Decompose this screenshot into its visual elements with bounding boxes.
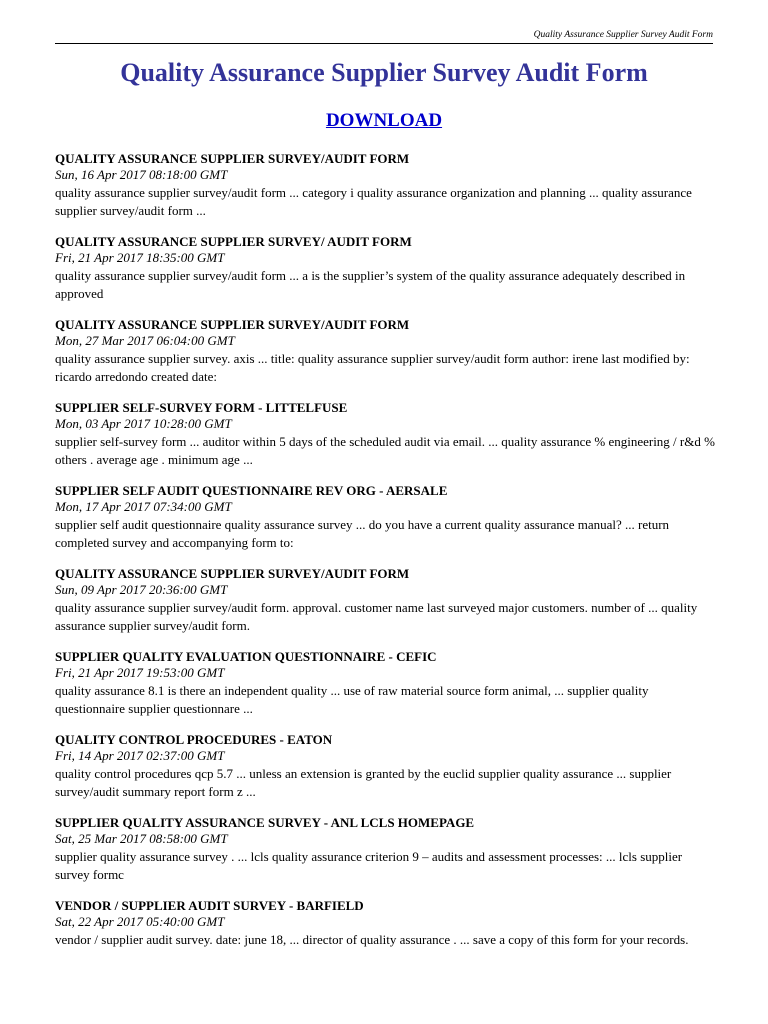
result-date: Sat, 22 Apr 2017 05:40:00 GMT	[55, 914, 225, 929]
result-title[interactable]: QUALITY ASSURANCE SUPPLIER SURVEY/AUDIT FORM	[55, 566, 410, 581]
result-title[interactable]: QUALITY ASSURANCE SUPPLIER SURVEY/ AUDIT FORM	[55, 234, 412, 249]
result-date: Fri, 21 Apr 2017 19:53:00 GMT	[55, 665, 225, 680]
result-title[interactable]: SUPPLIER SELF AUDIT QUESTIONNAIRE REV ORG - AERSALE	[55, 483, 448, 498]
result-item	[55, 399, 715, 468]
result-item	[55, 565, 715, 634]
result-snippet: supplier quality assurance survey . ... lcls quality assurance criterion 9 – audits and assessment processes: ... lcls supplier survey formc	[55, 849, 683, 882]
running-header: Quality Assurance Supplier Survey Audit Form	[533, 30, 713, 40]
result-date: Fri, 14 Apr 2017 02:37:00 GMT	[55, 748, 225, 763]
result-snippet: quality assurance supplier survey/audit form ... category i quality assurance organization and planning ... quality assurance supplier survey/audit form ...	[55, 185, 692, 218]
result-item	[55, 648, 715, 717]
download-link[interactable]: DOWNLOAD	[325, 110, 443, 131]
result-item	[55, 316, 715, 385]
result-snippet: quality assurance supplier survey/audit form ... a is the supplier’s system of the quality assurance adequately described in approved	[55, 268, 686, 301]
result-snippet: quality assurance supplier survey. axis ... title: quality assurance supplier survey/audit form author: irene last modified by: ricardo arredondo created date:	[55, 351, 690, 384]
result-snippet: vendor / supplier audit survey. date: june 18, ... director of quality assurance . ... save a copy of this form for your records.	[55, 932, 689, 947]
result-date: Mon, 27 Mar 2017 06:04:00 GMT	[55, 333, 235, 348]
result-item	[55, 814, 715, 883]
result-title[interactable]: SUPPLIER QUALITY ASSURANCE SURVEY - ANL LCLS HOMEPAGE	[55, 815, 475, 830]
result-snippet: quality control procedures qcp 5.7 ... unless an extension is granted by the euclid supplier quality assurance ... supplier survey/audit summary report form z ...	[55, 766, 672, 799]
result-date: Mon, 03 Apr 2017 10:28:00 GMT	[55, 416, 232, 431]
document-title: Quality Assurance Supplier Survey Audit Form	[120, 58, 648, 87]
result-item	[55, 233, 715, 302]
search-results-list	[55, 150, 715, 963]
result-title[interactable]: QUALITY ASSURANCE SUPPLIER SURVEY/AUDIT FORM	[55, 151, 410, 166]
result-snippet: quality assurance supplier survey/audit form. approval. customer name last surveyed major customers. number of ... quality assurance supplier survey/audit form.	[55, 600, 698, 633]
result-date: Sun, 16 Apr 2017 08:18:00 GMT	[55, 167, 228, 182]
result-title[interactable]: SUPPLIER SELF-SURVEY FORM - LITTELFUSE	[55, 400, 348, 415]
result-date: Sat, 25 Mar 2017 08:58:00 GMT	[55, 831, 228, 846]
result-snippet: supplier self-survey form ... auditor within 5 days of the scheduled audit via email. ... quality assurance % engineering / r&d % others . average age . minimum age ...	[55, 434, 715, 467]
result-snippet: supplier self audit questionnaire quality assurance survey ... do you have a current quality assurance manual? ... return completed survey and accompanying form to:	[55, 517, 670, 550]
result-title[interactable]: VENDOR / SUPPLIER AUDIT SURVEY - BARFIELD	[55, 898, 364, 913]
result-item	[55, 150, 715, 219]
header-divider	[55, 43, 713, 44]
result-title[interactable]: SUPPLIER QUALITY EVALUATION QUESTIONNAIRE - CEFIC	[55, 649, 437, 664]
result-snippet: quality assurance 8.1 is there an independent quality ... use of raw material source form animal, ... supplier quality questionnaire supplier questionnare ...	[55, 683, 649, 716]
result-item	[55, 731, 715, 800]
result-title[interactable]: QUALITY ASSURANCE SUPPLIER SURVEY/AUDIT FORM	[55, 317, 410, 332]
result-date: Mon, 17 Apr 2017 07:34:00 GMT	[55, 499, 232, 514]
result-title[interactable]: QUALITY CONTROL PROCEDURES - EATON	[55, 732, 333, 747]
result-date: Sun, 09 Apr 2017 20:36:00 GMT	[55, 582, 228, 597]
result-item	[55, 482, 715, 551]
result-item	[55, 897, 715, 949]
result-date: Fri, 21 Apr 2017 18:35:00 GMT	[55, 250, 225, 265]
